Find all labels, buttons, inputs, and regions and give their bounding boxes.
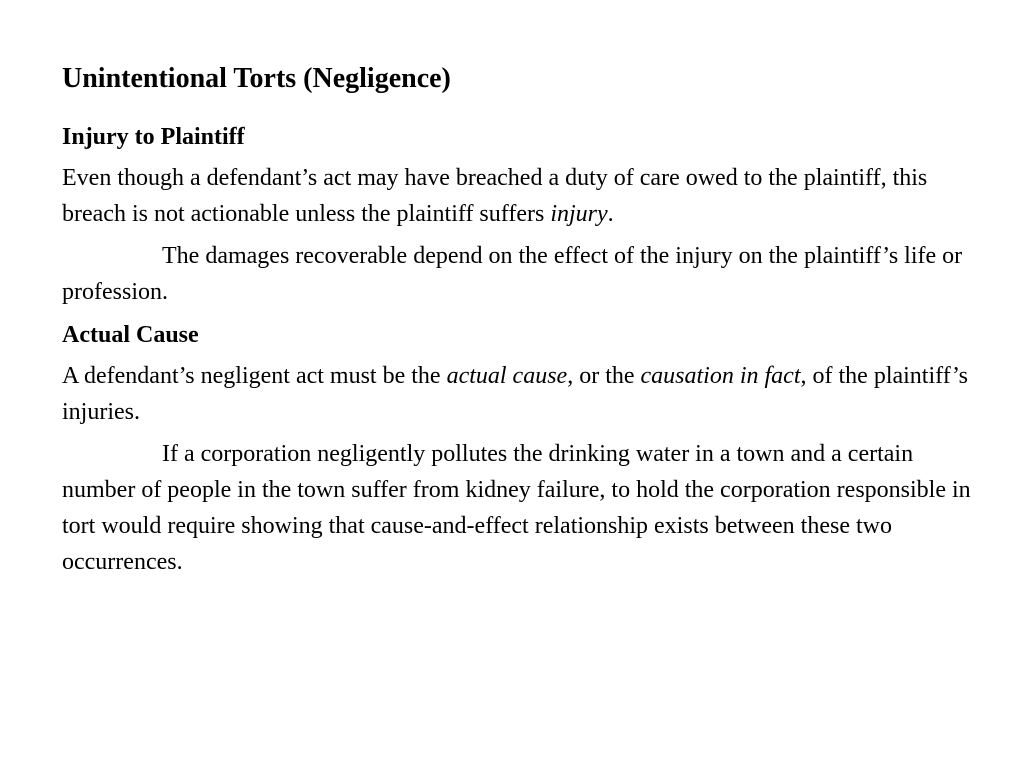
text-run: .	[607, 201, 614, 227]
emphasis-injury: injury	[550, 201, 608, 227]
paragraph-damages	[62, 238, 974, 310]
text-run: If a corporation negligently pollutes the drinking water in a town and a certain number of people in the town suffer from kidney failure, to hold the corporation responsible in tort would require showing that cause-and-effect relationship exists between these two occurrences.	[62, 441, 971, 575]
text-run: , or the	[567, 363, 641, 389]
text-run: Even though a defendant’s act may have breached a duty of care owed to the plaintiff, this breach is not actionable unless the plaintiff suffers	[62, 165, 928, 227]
text-run: , of the plaintiff’s injuries.	[62, 363, 969, 425]
emphasis-actual-cause: actual cause	[446, 363, 568, 389]
paragraph-injury-definition	[62, 160, 974, 232]
text-run: The damages recoverable depend on the effect of the injury on the plaintiff’s life or profession.	[62, 243, 963, 305]
paragraph-actual-cause-definition	[62, 358, 974, 430]
section-heading-actual-cause: Actual Cause	[62, 322, 199, 348]
paragraph-pollution-example	[62, 436, 974, 580]
emphasis-causation-in-fact: causation in fact	[640, 363, 801, 389]
slide-title: Unintentional Torts (Negligence)	[62, 63, 451, 94]
section-heading-injury: Injury to Plaintiff	[62, 124, 245, 150]
text-run: A defendant’s negligent act must be the	[62, 363, 447, 389]
